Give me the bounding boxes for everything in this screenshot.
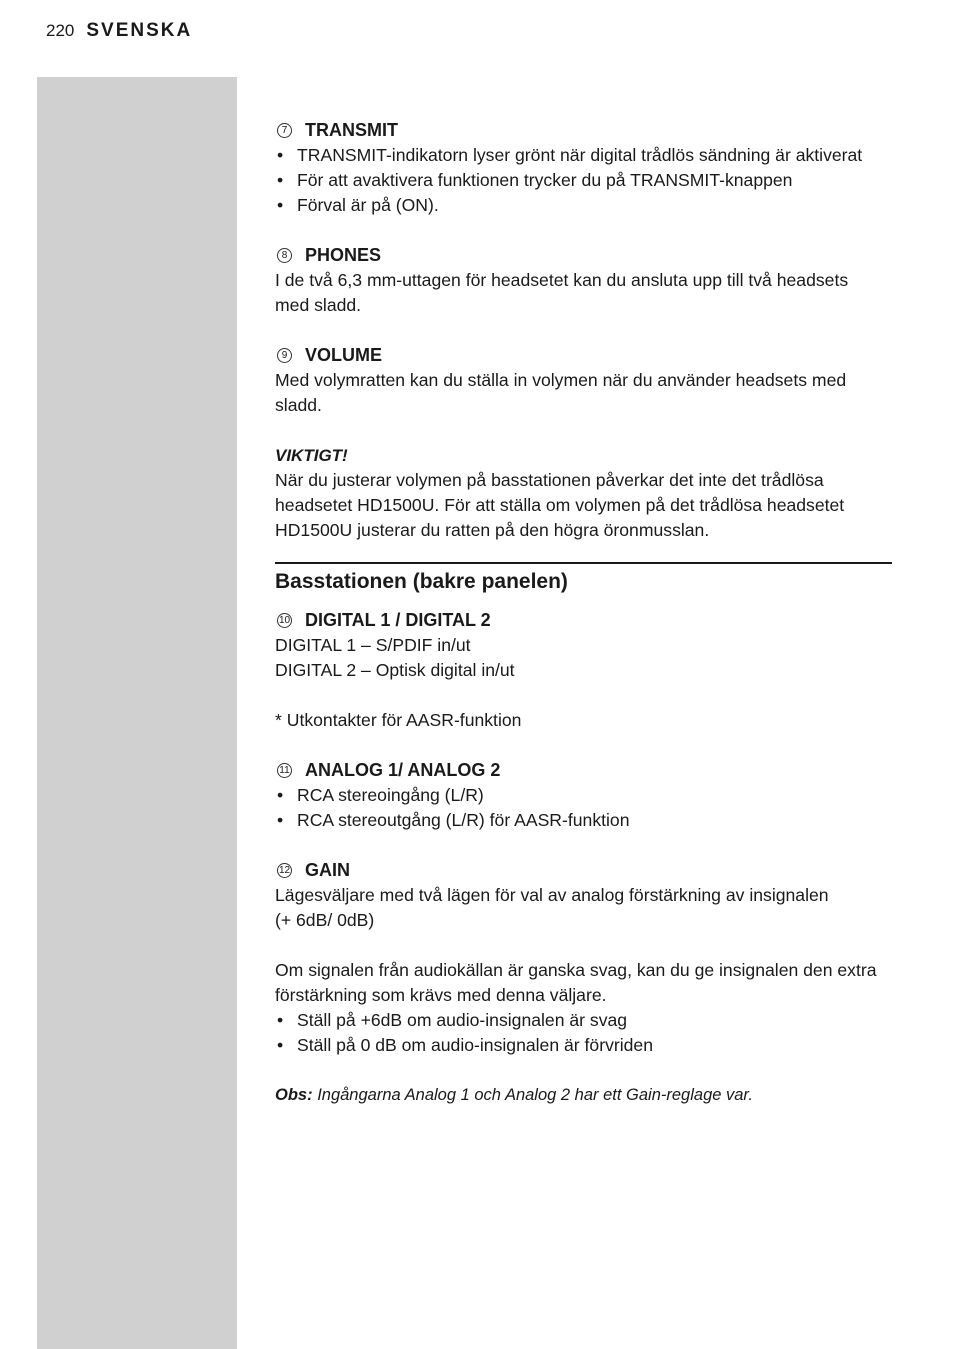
item-number-badge: 12 bbox=[278, 865, 291, 876]
page-language: SVENSKA bbox=[86, 20, 193, 41]
sidebar-band bbox=[37, 77, 237, 1349]
important-heading: VIKTIGT! bbox=[275, 446, 348, 465]
note bbox=[275, 1083, 891, 1108]
section-gain-heading bbox=[275, 858, 891, 883]
footnote: * Utkontakter för AASR-funktion bbox=[275, 710, 522, 730]
paragraph-line: Med volymratten kan du ställa in volymen när du använder headsets med bbox=[275, 370, 847, 390]
section-digital-heading bbox=[275, 608, 891, 633]
gain-bullets bbox=[275, 1008, 891, 1058]
list-item: • Förval är på (ON). bbox=[275, 193, 891, 218]
section-title: GAIN bbox=[305, 860, 350, 880]
item-number-badge: 9 bbox=[277, 348, 292, 363]
item-number-badge: 10 bbox=[278, 615, 291, 626]
section-title: VOLUME bbox=[305, 345, 383, 365]
section-title: TRANSMIT bbox=[305, 120, 398, 140]
paragraph-line: sladd. bbox=[275, 395, 322, 415]
section-volume-heading bbox=[275, 343, 891, 368]
paragraph-line: När du justerar volymen på basstationen påverkar det inte det trådlösa bbox=[275, 470, 824, 490]
list-item: • TRANSMIT-indikatorn lyser grönt när digital trådlös sändning är aktiverat bbox=[275, 143, 891, 168]
main-content bbox=[275, 118, 891, 1108]
paragraph-line: DIGITAL 1 – S/PDIF in/ut bbox=[275, 635, 471, 655]
section-phones-heading bbox=[275, 243, 891, 268]
paragraph-line: I de två 6,3 mm-uttagen för headsetet kan du ansluta upp till två headsets bbox=[275, 270, 849, 290]
section-title: DIGITAL 1 / DIGITAL 2 bbox=[305, 610, 491, 630]
note-label: Obs: bbox=[275, 1086, 313, 1104]
section-heading: Basstationen (bakre panelen) bbox=[275, 570, 568, 593]
section-transmit-heading bbox=[275, 118, 891, 143]
paragraph-line: Lägesväljare med två lägen för val av analog förstärkning av insignalen bbox=[275, 885, 829, 905]
paragraph-line: DIGITAL 2 – Optisk digital in/ut bbox=[275, 660, 515, 680]
section-divider bbox=[275, 562, 892, 564]
section-title: PHONES bbox=[305, 245, 382, 265]
item-number-badge: 11 bbox=[277, 763, 292, 778]
item-number-badge: 7 bbox=[277, 123, 292, 138]
list-item: • För att avaktivera funktionen trycker du på TRANSMIT-knappen bbox=[275, 168, 891, 193]
paragraph-line: Om signalen från audiokällan är ganska svag, kan du ge insignalen den extra bbox=[275, 960, 877, 980]
page-number: 220 bbox=[46, 21, 75, 40]
page-header bbox=[46, 20, 192, 46]
list-item: • RCA stereoingång (L/R) bbox=[275, 783, 891, 808]
paragraph-line: med sladd. bbox=[275, 295, 362, 315]
list-item: • RCA stereoutgång (L/R) för AASR-funktion bbox=[275, 808, 891, 833]
analog-bullets bbox=[275, 783, 891, 833]
paragraph-line: (+ 6dB/ 0dB) bbox=[275, 910, 375, 930]
paragraph-line: headsetet HD1500U. För att ställa om volymen på det trådlösa headsetet bbox=[275, 495, 845, 515]
list-item: • Ställ på +6dB om audio-insignalen är svag bbox=[275, 1008, 891, 1033]
list-item: • Ställ på 0 dB om audio-insignalen är förvriden bbox=[275, 1033, 891, 1058]
note-text: Ingångarna Analog 1 och Analog 2 har ett Gain-reglage var. bbox=[317, 1086, 753, 1104]
paragraph-line: HD1500U justerar du ratten på den högra öronmusslan. bbox=[275, 520, 710, 540]
transmit-bullets bbox=[275, 143, 891, 218]
paragraph-line: förstärkning som krävs med denna väljare. bbox=[275, 985, 607, 1005]
item-number-badge: 8 bbox=[277, 248, 292, 263]
section-title: ANALOG 1/ ANALOG 2 bbox=[305, 760, 501, 780]
section-analog-heading bbox=[275, 758, 891, 783]
